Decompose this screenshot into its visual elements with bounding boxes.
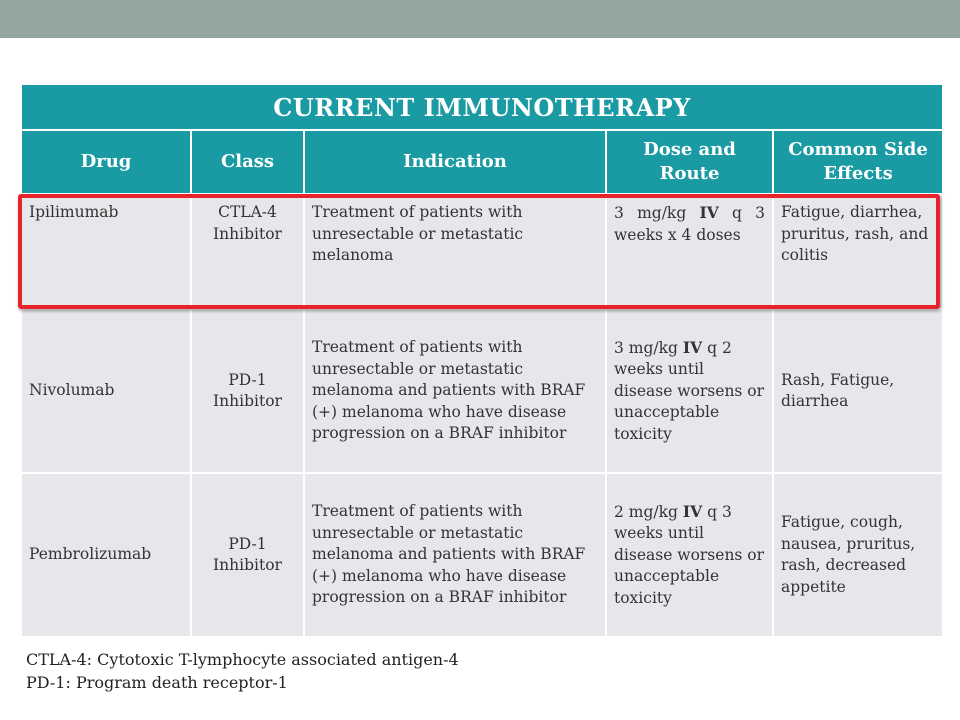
table-title: CURRENT IMMUNOTHERAPY [21, 84, 943, 130]
drug-cell: Nivolumab [21, 309, 191, 473]
immunotherapy-table-container [20, 83, 942, 638]
dose-schedule: q 2 weeks until disease worsens or unacceptable toxicity [614, 338, 765, 443]
table-row [21, 309, 943, 473]
dose-route: IV [699, 203, 719, 222]
class-cell: CTLA-4 Inhibitor [191, 194, 304, 309]
dose-route: IV [682, 337, 703, 357]
header-drug: Drug [21, 130, 191, 194]
header-dose-route: Dose and Route [606, 130, 773, 194]
dose-amount: 3 mg/kg [614, 204, 687, 222]
footnote-ctla4: CTLA-4: Cytotoxic T-lymphocyte associated antigen-4 [26, 650, 459, 669]
indication-cell: Treatment of patients with unresectable or metastatic melanoma [304, 194, 606, 309]
drug-cell: Pembrolizumab [21, 473, 191, 637]
dose-route-cell [606, 309, 773, 473]
top-banner-bar [0, 0, 960, 38]
dose-schedule: q 3 weeks until disease worsens or unacceptable toxicity [614, 502, 765, 607]
footnote-pd1: PD-1: Program death receptor-1 [26, 673, 288, 692]
indication-cell: Treatment of patients with unresectable or metastatic melanoma and patients with BRAF (+) melanoma who have disease progression on a BRAF inhibitor [304, 473, 606, 637]
footnotes [26, 648, 459, 694]
table-row [21, 194, 943, 309]
header-indication: Indication [304, 130, 606, 194]
immunotherapy-table [20, 83, 944, 638]
class-cell: PD-1 Inhibitor [191, 309, 304, 473]
dose-route-cell [606, 194, 773, 309]
table-row [21, 473, 943, 637]
dose-schedule: q 3 weeks x 4 doses [614, 204, 766, 244]
header-class: Class [191, 130, 304, 194]
side-effects-cell: Rash, Fatigue, diarrhea [773, 309, 943, 473]
dose-route: IV [682, 501, 703, 521]
side-effects-cell: Fatigue, diarrhea, pruritus, rash, and colitis [773, 194, 943, 309]
indication-cell: Treatment of patients with unresectable or metastatic melanoma and patients with BRAF (+) melanoma who have disease progression on a BRAF inhibitor [304, 309, 606, 473]
header-side-effects: Common Side Effects [773, 130, 943, 194]
dose-amount: 3 mg/kg [614, 338, 678, 357]
class-cell: PD-1 Inhibitor [191, 473, 304, 637]
drug-cell: Ipilimumab [21, 194, 191, 309]
dose-amount: 2 mg/kg [614, 502, 678, 521]
dose-route-cell [606, 473, 773, 637]
side-effects-cell: Fatigue, cough, nausea, pruritus, rash, decreased appetite [773, 473, 943, 637]
